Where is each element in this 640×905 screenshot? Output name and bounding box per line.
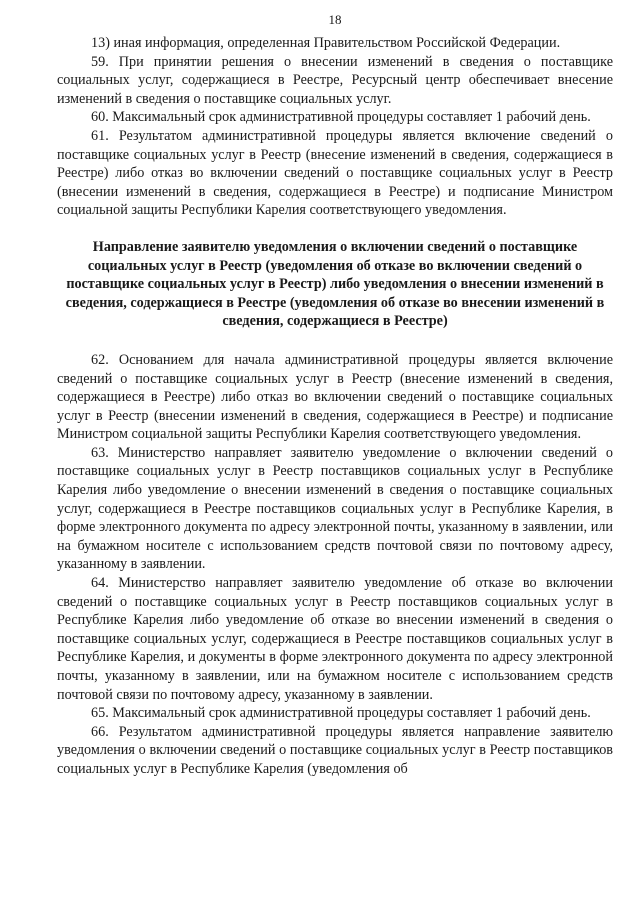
paragraph-62: 62. Основанием для начала административной процедуры является включение сведений о поставщике социальных услуг в Реестр (внесение изменений в сведения, содержащиеся в Реестре) либо отказ во включении сведений о поставщике социальных услуг в Реестр (внесении изменений в сведения, содержащиеся в Реестре) и подписание Министром социальной защиты Республики Карелия соответствующего уведомления.	[57, 351, 613, 443]
section-heading: Направление заявителю уведомления о включении сведений о поставщике социальных услуг в Реестр (уведомления об отказе во включении сведений о поставщике социальных услуг в Реестр) либо уведомления о внесении изменений в сведения, содержащиеся в Реестре (уведомления об отказе во внесении изменений в сведения, содержащиеся в Реестре)	[65, 238, 605, 330]
paragraph-61: 61. Результатом административной процедуры является включение сведений о поставщике социальных услуг в Реестр (внесение изменений в сведения, содержащиеся в Реестре) либо отказ во включении сведений о поставщике социальных услуг в Реестр (внесении изменений в сведения, содержащиеся в Реестре) и подписание Министром социальной защиты Республики Карелия соответствующего уведомления.	[57, 127, 613, 219]
page-number: 18	[328, 12, 342, 27]
paragraph-60: 60. Максимальный срок административной процедуры составляет 1 рабочий день.	[91, 109, 591, 126]
paragraph-66: 66. Результатом административной процедуры является направление заявителю уведомления о включении сведений о поставщике социальных услуг в Реестр поставщиков социальных услуг в Республике Карелия (уведомления об	[57, 723, 613, 777]
paragraph-13: 13) иная информация, определенная Правительством Российской Федерации.	[91, 35, 561, 51]
paragraphs-before	[57, 34, 613, 220]
paragraph-63: 63. Министерство направляет заявителю уведомление о включении сведений о поставщике социальных услуг в Реестр поставщиков социальных услуг в Республике Карелия либо уведомление о внесении изменений в сведения о поставщике социальных услуг, содержащиеся в Реестре поставщиков социальных услуг в Республике Карелия, в форме электронного документа по адресу электронной почты, указанному в заявлении, или на бумажном носителе с использованием средств почтовой связи по почтовому адресу, указанному в заявлении.	[57, 444, 613, 573]
paragraphs-after	[57, 351, 613, 779]
paragraph-65: 65. Максимальный срок административной процедуры составляет 1 рабочий день.	[91, 705, 591, 722]
paragraph-64: 64. Министерство направляет заявителю уведомление об отказе во включении сведений о поставщике социальных услуг в Реестр поставщиков социальных услуг в Республике Карелия либо уведомление об отказе во внесении изменений в сведения о поставщике социальных услуг, содержащиеся в Реестре поставщиков социальных услуг в Республике Карелия, и документы в форме электронного документа по адресу электронной почты, указанному в заявлении, или на бумажном носителе с использованием средств почтовой связи по почтовому адресу, указанному в заявлении.	[57, 575, 613, 703]
document-page	[57, 12, 613, 779]
paragraph-59: 59. При принятии решения о внесении изменений в сведения о поставщике социальных услуг, содержащиеся в Реестре, Ресурсный центр обеспечивает внесение изменений в сведения о поставщике социальных услуг.	[57, 53, 613, 107]
